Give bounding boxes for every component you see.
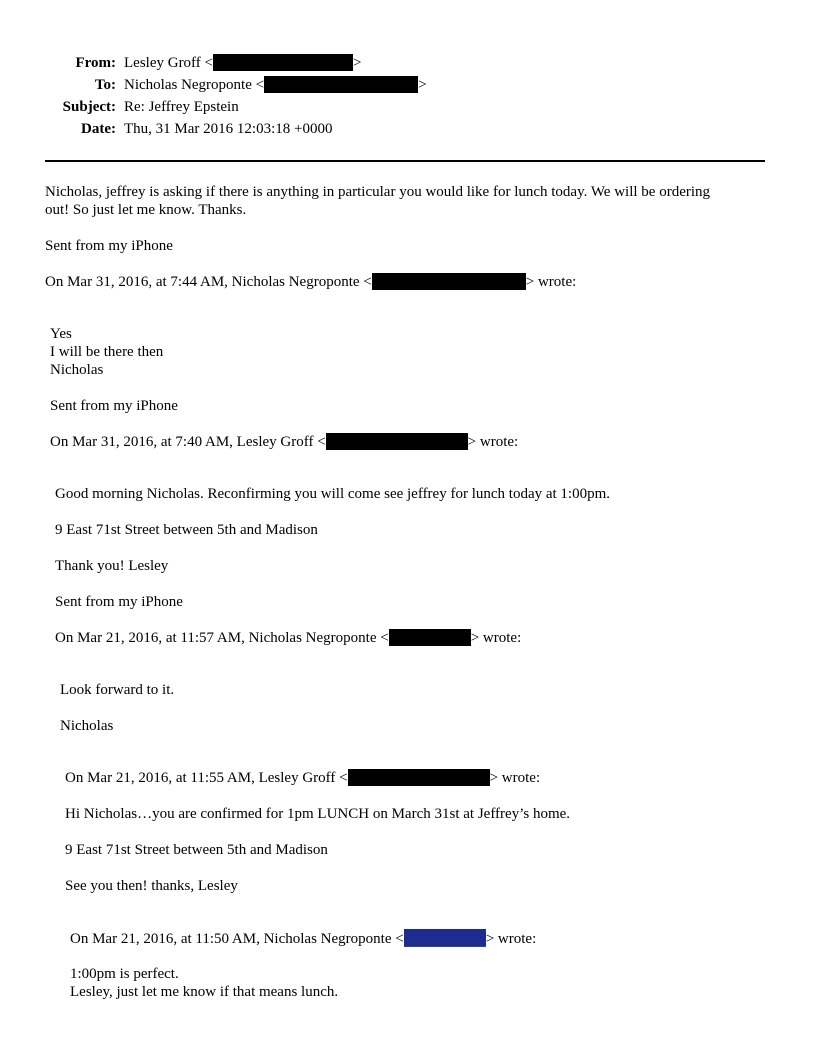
close-bracket: > (418, 77, 427, 93)
to-value (124, 76, 427, 94)
body-line: I will be there then (50, 344, 164, 360)
body-line: out! So just let me know. Thanks. (45, 202, 247, 218)
body-line: Good morning Nicholas. Reconfirming you will come see jeffrey for lunch today at 1:00pm. (55, 486, 611, 502)
from-label: From: (75, 55, 116, 71)
wrote-text: > wrote: (489, 770, 541, 786)
body-line: See you then! thanks, Lesley (65, 878, 238, 894)
redacted-email (264, 76, 418, 93)
body-line: Hi Nicholas…you are confirmed for 1pm LUNCH on March 31st at Jeffrey’s home. (65, 806, 571, 822)
redacted-email (326, 433, 468, 450)
header-date-row (0, 120, 480, 138)
header-from-row (0, 54, 480, 72)
body-line: Nicholas, jeffrey is asking if there is anything in particular you would like for lunch today. We will be ordering (45, 184, 711, 200)
redacted-email (389, 629, 471, 646)
body-line: Nicholas (50, 362, 104, 378)
wrote-text: > wrote: (467, 434, 519, 450)
subject-value: Re: Jeffrey Epstein (124, 99, 239, 115)
redacted-email (372, 273, 526, 290)
body-line: Yes (50, 326, 72, 342)
body-line: Look forward to it. (60, 682, 175, 698)
header-subject-row (0, 98, 480, 116)
address-line: 9 East 71st Street between 5th and Madison (55, 522, 318, 538)
quote-intro (45, 273, 576, 291)
quote-intro-text: On Mar 31, 2016, at 7:44 AM, Nicholas Negroponte < (45, 274, 372, 290)
close-bracket: > (353, 55, 362, 71)
header-divider (45, 160, 765, 162)
signature: Sent from my iPhone (55, 594, 183, 610)
quote-intro (55, 629, 521, 647)
quote-intro (70, 929, 536, 948)
quote-intro (50, 433, 518, 451)
subject-label: Subject: (62, 99, 116, 115)
quote-intro-text: On Mar 31, 2016, at 7:40 AM, Lesley Groff < (50, 434, 326, 450)
signature: Sent from my iPhone (45, 238, 173, 254)
wrote-text: > wrote: (485, 931, 537, 947)
date-label: Date: (81, 121, 116, 137)
from-name: Lesley Groff < (124, 55, 213, 71)
redacted-email (213, 54, 353, 71)
signature: Sent from my iPhone (50, 398, 178, 414)
to-label: To: (94, 77, 116, 93)
quote-intro-text: On Mar 21, 2016, at 11:55 AM, Lesley Groff < (65, 770, 348, 786)
body-line: Thank you! Lesley (55, 558, 169, 574)
wrote-text: > wrote: (470, 630, 522, 646)
quote-intro-text: On Mar 21, 2016, at 11:57 AM, Nicholas Negroponte < (55, 630, 389, 646)
date-value: Thu, 31 Mar 2016 12:03:18 +0000 (124, 121, 333, 137)
to-name: Nicholas Negroponte < (124, 77, 265, 93)
body-line: 1:00pm is perfect. (70, 966, 179, 982)
body-line: Lesley, just let me know if that means lunch. (70, 984, 339, 1000)
address-line: 9 East 71st Street between 5th and Madison (65, 842, 328, 858)
quote-intro-text: On Mar 21, 2016, at 11:50 AM, Nicholas Negroponte < (70, 931, 404, 947)
header-to-row (0, 76, 480, 94)
redacted-email (348, 769, 490, 786)
from-value (124, 54, 361, 72)
wrote-text: > wrote: (525, 274, 577, 290)
body-line: Nicholas (60, 718, 114, 734)
quote-intro (65, 769, 540, 787)
redacted-email-link[interactable] (404, 929, 486, 947)
